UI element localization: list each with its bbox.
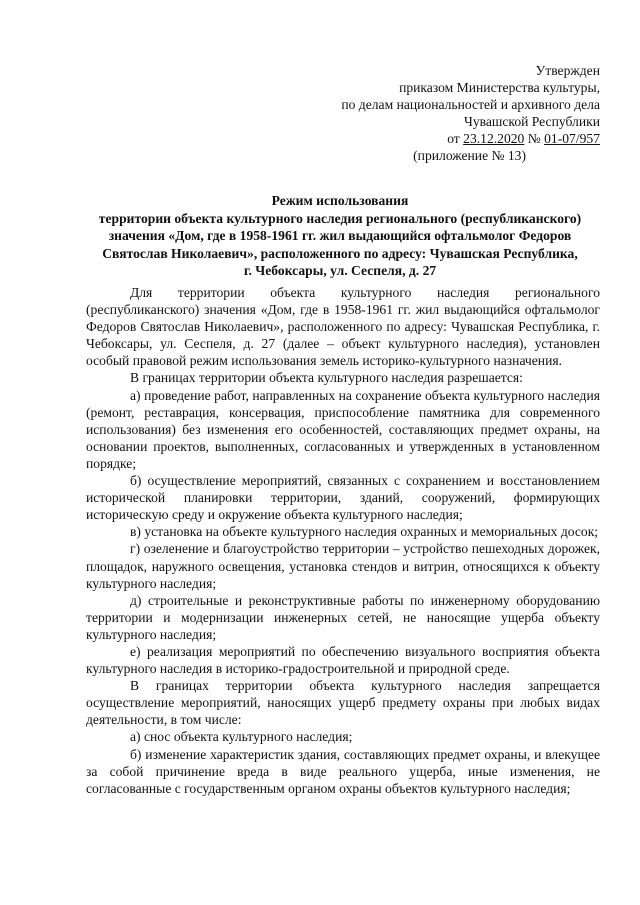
document-title bbox=[70, 192, 610, 280]
paragraph-allowed-e: е) реализация мероприятий по обеспечению визуального восприятия объекта культурного наследия в историко-градостроительной и природной среде. bbox=[86, 643, 600, 677]
approval-line-ministry: по делам национальностей и архивного дела bbox=[341, 97, 600, 112]
paragraph-forbidden-b: б) изменение характеристик здания, составляющих предмет охраны, и влекущее за собой причинение вреда в виде реального ущерба, иные изменения, не согласованные с государственным органом охраны объектов культурного наследия; bbox=[86, 746, 600, 796]
title-line-5: г. Чебоксары, ул. Сеспеля, д. 27 bbox=[243, 263, 437, 278]
approval-order-number: 01-07/957 bbox=[544, 131, 600, 146]
approval-date-prefix: от bbox=[447, 131, 464, 146]
paragraph-allowed-a: а) проведение работ, направленных на сохранение объекта культурного наследия (ремонт, реставрация, консервация, приспособление памятника для современного использования) без изменения его особенностей, составляющих предмет охраны, на основании проектов, выполненных, согласованных и утвержденных в установленном порядке; bbox=[86, 387, 600, 471]
paragraph-forbidden-heading: В границах территории объекта культурного наследия запрещается осуществление мероприятий, наносящих ущерб предмету охраны при любых видах деятельности, в том числе: bbox=[86, 678, 600, 728]
title-line-2: территории объекта культурного наследия регионального (республиканского) bbox=[98, 210, 582, 226]
approval-block bbox=[300, 62, 600, 164]
document-body bbox=[86, 284, 600, 797]
paragraph-allowed-b: б) осуществление мероприятий, связанных с сохранением и восстановлением исторической планировки территории, зданий, сооружений, формирующих историческую среду и окружение объекта культурного наследия; bbox=[86, 473, 600, 523]
paragraph-allowed-g: г) озеленение и благоустройство территории – устройство пешеходных дорожек, площадок, наружного освещения, установка стендов и витрин, относящихся к объекту культурного наследия; bbox=[86, 541, 600, 591]
paragraph-allowed-d: д) строительные и реконструктивные работы по инженерному оборудованию территории и модернизации инженерных сетей, не наносящие ущерба объекту культурного наследия; bbox=[86, 592, 600, 642]
title-line-1: Режим использования bbox=[271, 193, 409, 208]
approval-date: 23.12.2020 bbox=[463, 131, 525, 146]
approval-line-date bbox=[300, 130, 600, 147]
approval-line-republic: Чувашской Республики bbox=[464, 114, 600, 129]
paragraph-forbidden-a: а) снос объекта культурного наследия; bbox=[130, 729, 353, 745]
approval-number-prefix: № bbox=[524, 131, 545, 146]
approval-line-appendix: (приложение № 13) bbox=[413, 148, 526, 163]
paragraph-allowed-heading: В границах территории объекта культурного наследия разрешается: bbox=[130, 370, 523, 386]
title-line-3: значения «Дом, где в 1958-1961 гг. жил выдающийся офтальмолог Федоров bbox=[108, 228, 572, 243]
title-line-4: Святослав Николаевич», расположенного по адресу: Чувашская Республика, bbox=[102, 245, 578, 261]
approval-line-approved: Утвержден bbox=[535, 63, 600, 78]
approval-line-order: приказом Министерства культуры, bbox=[399, 80, 600, 95]
paragraph-intro: Для территории объекта культурного наследия регионального (республиканского) значения «Дом, где в 1958-1961 гг. жил выдающийся офтальмолог Федоров Святослав Николаевич», расположенного по адресу: Чувашская Республика, г. Чебоксары, ул. Сеспеля, д. 27 (далее – объект культурного наследия), установлен особый правовой режим использования земель историко-культурного назначения. bbox=[86, 285, 600, 369]
paragraph-allowed-v: в) установка на объекте культурного наследия охранных и мемориальных досок; bbox=[130, 524, 599, 540]
